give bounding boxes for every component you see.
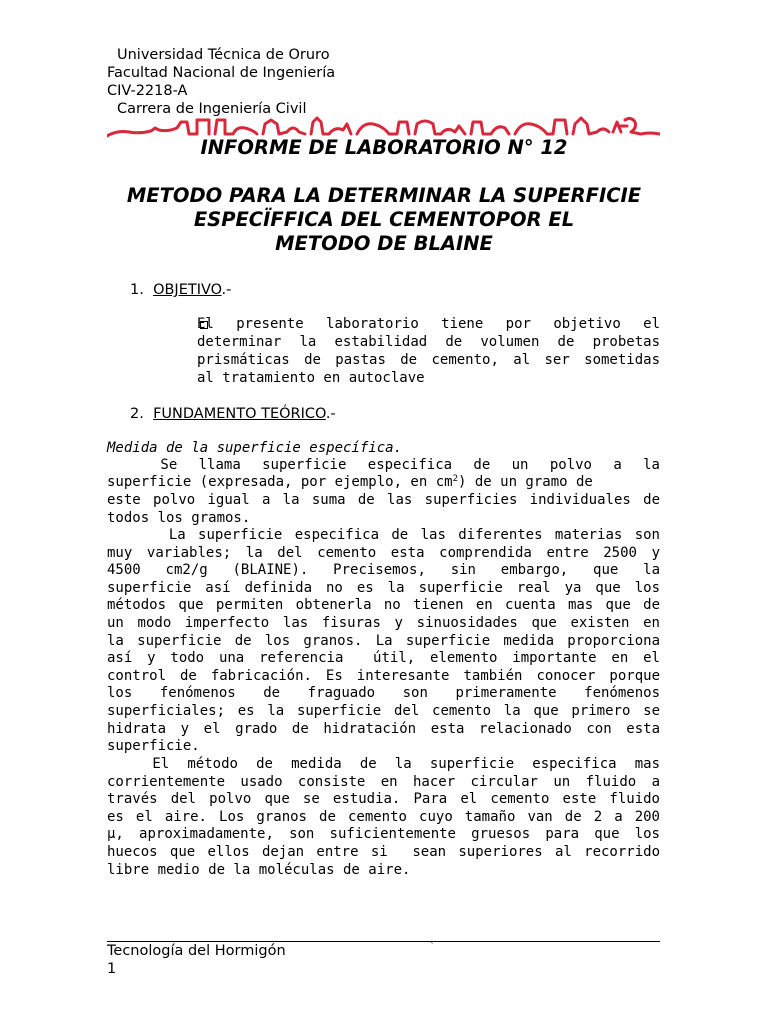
section-1-title: OBJETIVO [153,282,222,298]
paragraph-3-line-5: µ, aproximadamente, son suficientemente gruesos para que los [107,826,660,843]
paragraph-3-line-3: través del polvo que se estudia. Para el cemento este fluido [107,791,660,808]
main-title-line-1: METODO PARA LA DETERMINAR LA SUPERFICIE [126,184,642,207]
paragraph-2-line-4: superficie así definida no es la superficie real ya que los [107,579,660,596]
paragraph-3-line-4: es el aire. Los granos de cemento cuyo tamaño van de 2 a 200 [107,808,660,825]
main-title-line-3: METODO DE BLAINE [275,232,493,255]
paragraph-1-line-2 [107,474,660,492]
paragraph-2-line-9: control de fabricación. Es interesante también conocer porque [107,667,660,684]
paragraph-2-line-2: muy variables; la del cemento esta comprendida entre 2500 y [107,544,660,561]
paragraph-1-line-2-text: superficie (expresada, por ejemplo, en cm [107,474,453,490]
main-title-line-2: ESPECÏFFICA DEL CEMENTOPOR EL [193,208,575,231]
section-2-number: 2. [130,406,144,422]
objective-line-3: prismáticas de pastas de cemento, al ser sometidas [197,352,660,368]
paragraph-2-line-6: un modo imperfecto las fisuras y sinuosidades que existen en [107,615,660,631]
paragraph-2-line-5: métodos que permiten obtenerla no tienen en cuenta mas que de [107,597,660,614]
section-1-suffix: .- [221,282,232,298]
faculty-name: Facultad Nacional de Ingeniería [107,65,336,81]
paragraph-3-line-1: El método de medida de la superficie especifica mas [107,756,660,772]
superscript-2: 2 [452,474,458,484]
footer-tick-mark: ` [430,942,435,952]
paragraph-3-line-6: huecos que ellos dejan entre si sean superiores al recorrido [107,844,660,860]
career-name: Carrera de Ingeniería Civil [117,101,307,117]
paragraph-3-line-7: libre medio de la moléculas de aire. [107,861,411,878]
section-1-number: 1. [130,282,144,298]
paragraph-1-line-1: Se llama superficie especifica de un polvo a la [107,457,660,473]
subheading-specific-surface: Medida de la superficie específica. [107,440,403,456]
paragraph-2-line-13: superficie. [107,738,200,755]
section-2-heading [130,405,336,423]
university-name: Universidad Técnica de Oruro [117,47,330,63]
section-1-heading [130,281,231,299]
paragraph-2-line-10: los fenómenos de fraguado son primeramente fenómenos [107,685,660,702]
paragraph-3-line-2: corrientemente usado consiste en hacer circular un fluido a [107,773,660,790]
page-number: 1 [107,961,117,977]
paragraph-2-line-3: 4500 cm2/g (BLAINE). Precisemos, sin embargo, que la [107,562,660,579]
paragraph-2-line-12: hidrata y el grado de hidratación esta relacionado con esta [107,720,660,737]
paragraph-2-line-1: La superficie especifica de las diferentes materias son [107,527,660,543]
paragraph-1-line-3: este polvo igual a la suma de las superficies individuales de [107,492,660,508]
paragraph-2-line-8: así y todo una referencia útil, elemento importante en el [107,650,660,667]
paragraph-1-line-4: todos los gramos. [107,510,251,526]
paragraph-1-line-2-tail: ) de un gramo de [458,474,593,490]
footer-subject: Tecnología del Hormigón [107,943,286,959]
section-2-suffix: .- [325,406,336,422]
course-code: CIV-2218-A [107,83,188,99]
objective-line-4: al tratamiento en autoclave [197,370,425,386]
paragraph-2-line-11: superficiales; es la superficie del cemento la que primero se [107,703,660,719]
objective-line-2: determinar la estabilidad de volumen de probetas [197,334,660,350]
section-2-title: FUNDAMENTO TEÓRICO [153,406,326,422]
paragraph-2-line-7: la superficie de los granos. La superficie medida proporciona [107,632,660,649]
objective-line-1: El presente laboratorio tiene por objetivo el [197,316,660,332]
report-title: INFORME DE LABORATORIO N° 12 [200,136,568,159]
